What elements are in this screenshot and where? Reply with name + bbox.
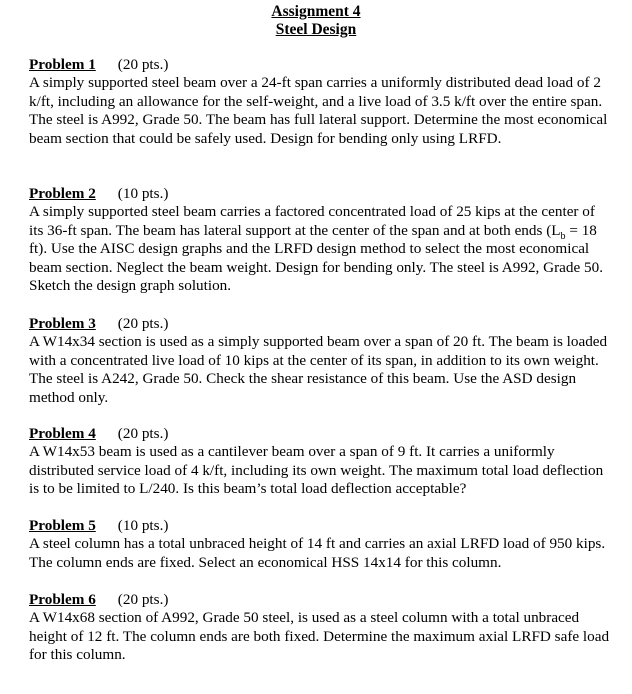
problem-6: [29, 591, 611, 665]
problem-6-text: A W14x68 section of A992, Grade 50 steel, is used as a steel column with a total unbraced height of 12 ft. The column ends are both fixed. Determine the maximum axial LRFD safe load for this column.: [29, 609, 610, 664]
problem-5-points: (10 pts.): [117, 517, 169, 534]
problem-6-name: Problem 6: [29, 591, 96, 608]
problem-5: [29, 517, 611, 572]
problem-3-heading: [29, 315, 611, 333]
problem-2-text: [29, 203, 611, 295]
problem-4-heading: [29, 425, 611, 443]
assignment-subtitle: Steel Design: [275, 21, 357, 38]
assignment-header: [0, 3, 632, 39]
problem-1-points: (20 pts.): [117, 56, 169, 73]
problem-3: [29, 315, 611, 407]
problem-4-text: A W14x53 beam is used as a cantilever beam over a span of 9 ft. It carries a uniformly distributed service load of 4 k/ft, including its own weight. The maximum total load deflection is to be limited to L/240. Is this beam’s total load deflection acceptable?: [29, 443, 604, 498]
problem-4-name: Problem 4: [29, 425, 96, 442]
problem-2-text-after: = 18 ft). Use the AISC design graphs and the LRFD design method to select the most economical beam section. Neglect the beam weight. Design for bending only. The steel is A992, Grade 50. Sketch the design graph solution.: [29, 221, 604, 295]
problem-1-name: Problem 1: [29, 56, 96, 73]
problem-4-points: (20 pts.): [117, 425, 169, 442]
problem-2-text-before: A simply supported steel beam carries a factored concentrated load of 25 kips at the center of its 36-ft span. The beam has lateral support at the center of the span and at both ends (L: [29, 203, 595, 239]
problem-5-name: Problem 5: [29, 517, 96, 534]
problem-2-points: (10 pts.): [117, 185, 169, 202]
problem-3-text: A W14x34 section is used as a simply supported beam over a span of 20 ft. The beam is loaded with a concentrated live load of 10 kips at the center of its span, in addition to its own weight. The steel is A242, Grade 50. Check the shear resistance of this beam. Use the ASD design method only.: [29, 333, 608, 406]
problem-6-heading: [29, 591, 611, 609]
problem-2-name: Problem 2: [29, 185, 96, 202]
problem-3-points: (20 pts.): [117, 315, 169, 332]
problem-1-heading: [29, 56, 611, 74]
problem-2-heading: [29, 185, 611, 203]
problem-6-points: (20 pts.): [117, 591, 169, 608]
problem-5-heading: [29, 517, 611, 535]
problem-3-name: Problem 3: [29, 315, 96, 332]
problem-1-text: A simply supported steel beam over a 24-ft span carries a uniformly distributed dead load of 2 k/ft, including an allowance for the self-weight, and a live load of 3.5 k/ft over the entire span. The steel is A992, Grade 50. The beam has full lateral support. Determine the most economical beam section that could be safely used. Design for bending only using LRFD.: [29, 74, 608, 147]
problem-4: [29, 425, 611, 499]
problem-5-text: A steel column has a total unbraced height of 14 ft and carries an axial LRFD load of 950 kips. The column ends are fixed. Select an economical HSS 14x14 for this column.: [29, 535, 606, 571]
problem-2-subscript: b: [560, 230, 566, 242]
problem-1: [29, 56, 611, 148]
problem-2: [29, 185, 611, 295]
assignment-title: Assignment 4: [271, 3, 361, 20]
